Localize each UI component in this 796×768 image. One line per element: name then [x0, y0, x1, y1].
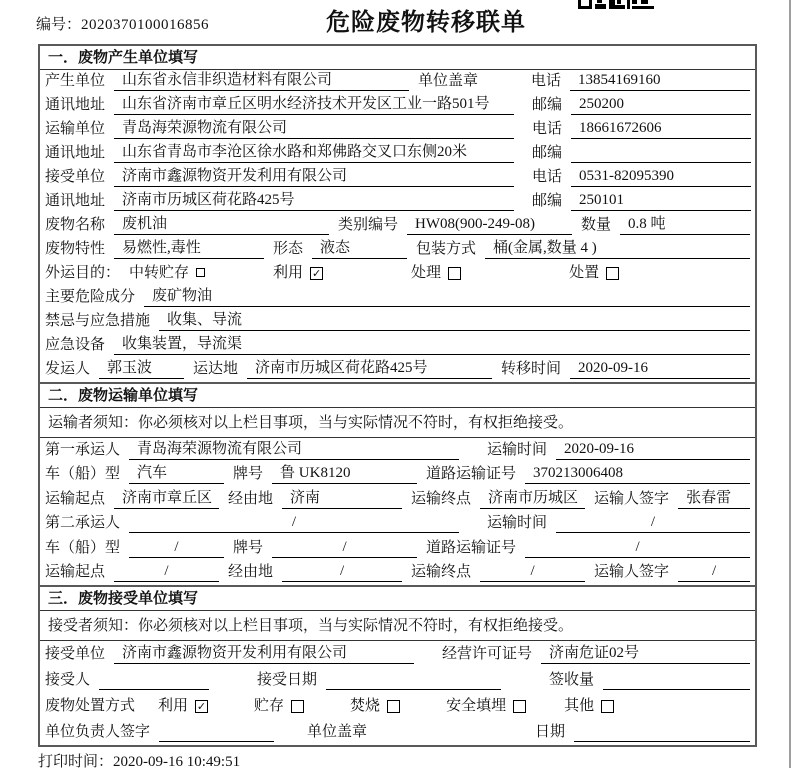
field-value: 液态	[312, 239, 407, 259]
checkbox-label: 利用	[158, 698, 189, 714]
field-label: 道路运输证号	[426, 539, 517, 556]
field-label: 经营许可证号	[442, 646, 533, 662]
field-label: 电话	[530, 73, 561, 89]
section-waste-receiver	[38, 585, 757, 747]
section-waste-generator-body	[40, 70, 755, 382]
checkbox-field	[273, 264, 323, 283]
checkbox-field	[446, 697, 526, 716]
field-value: 2020-09-16	[556, 440, 750, 460]
field-value: 济南市历城区荷花路425号	[247, 359, 492, 379]
field-label: 日期	[535, 724, 566, 740]
field-label: 运输人签字	[594, 564, 670, 580]
checkbox-unchecked	[606, 267, 619, 280]
form-row	[40, 238, 755, 262]
field-value: 收集、导流	[159, 311, 750, 331]
field-label: 运输终点	[411, 490, 472, 507]
transporter-notice: 运输者须知：你必须核对以上栏目事项，当与实际情况不符时，有权拒绝接受。	[40, 408, 755, 438]
checkbox-field	[564, 697, 614, 716]
field-value: 郭玉波	[99, 359, 184, 379]
checkbox-field	[129, 264, 205, 283]
form-row	[40, 512, 755, 537]
field-label: 邮编	[532, 145, 563, 161]
manifest-table	[38, 44, 757, 747]
field-value	[574, 741, 750, 742]
field-value: 0.8 吨	[620, 215, 750, 235]
section-waste-generator	[38, 44, 757, 384]
field-label: 类别编号	[338, 217, 399, 233]
field-label: 经由地	[228, 490, 274, 507]
field-value: 370213006408	[525, 464, 750, 484]
field-label: 通讯地址	[45, 145, 106, 161]
field-value: 0531-82095390	[571, 167, 751, 187]
checkbox-unchecked	[196, 268, 205, 277]
section-waste-transporter-title: 二．废物运输单位填写	[40, 384, 755, 408]
field-value: 青岛海荣源物流有限公司	[114, 119, 514, 139]
field-label: 通讯地址	[45, 97, 106, 113]
field-label: 运达地	[193, 361, 239, 377]
serial-label: 编号：	[36, 17, 82, 33]
field-value: 鲁 UK8120	[272, 464, 417, 484]
field-label: 第一承运人	[45, 441, 121, 458]
checkbox-checked: ✓	[311, 266, 322, 280]
field-value: /	[678, 562, 750, 582]
print-time-value: 2020-09-16 10:49:51	[113, 754, 241, 768]
field-value	[99, 689, 209, 690]
form-row	[40, 463, 755, 488]
form-row	[40, 693, 755, 719]
field-label: 车（船）型	[45, 539, 121, 556]
field-value: 山东省青岛市李沧区徐水路和郑佛路交叉口东侧20米	[114, 143, 514, 163]
field-label: 主要危险成分	[45, 289, 136, 305]
field-value: 桶(金属,数量 4 )	[485, 239, 750, 259]
field-label: 电话	[532, 169, 563, 185]
field-value: 青岛海荣源物流有限公司	[129, 440, 459, 460]
field-value: 济南	[282, 489, 402, 509]
form-row	[40, 487, 755, 512]
field-value: /	[282, 562, 402, 582]
form-row	[40, 166, 755, 190]
field-label: 第二承运人	[45, 515, 121, 531]
field-value: /	[129, 538, 224, 558]
form-row	[40, 719, 755, 745]
field-value: 废机油	[114, 215, 329, 235]
field-label: 接受单位	[45, 169, 106, 185]
field-label: 邮编	[532, 97, 563, 113]
checkbox-field	[254, 697, 304, 716]
field-label: 运输时间	[487, 515, 548, 531]
page-title: 危险废物转移联单	[326, 9, 526, 36]
field-value: /	[556, 513, 750, 533]
field-label: 禁忌与应急措施	[45, 313, 151, 329]
print-time-label: 打印时间：	[38, 754, 114, 768]
field-value: 收集装置，导流渠	[114, 335, 750, 355]
field-value	[571, 162, 751, 163]
field-label: 经由地	[228, 564, 274, 580]
checkbox-unchecked	[601, 700, 614, 713]
form-row	[40, 561, 755, 586]
field-value: 济南市历城区荷花路425号	[114, 191, 514, 211]
field-label: 形态	[273, 241, 304, 257]
field-value: 济南市鑫源物资开发利用有限公司	[114, 167, 514, 187]
field-label: 运输单位	[45, 121, 106, 137]
field-label: 邮编	[532, 193, 563, 209]
form-row	[40, 334, 755, 358]
field-label: 数量	[581, 217, 612, 233]
field-value	[159, 741, 274, 742]
field-label: 车（船）型	[45, 466, 121, 482]
checkbox-field	[158, 697, 208, 716]
field-label: 接受人	[45, 672, 91, 688]
form-row	[40, 310, 755, 334]
form-row	[40, 214, 755, 238]
checkbox-unchecked	[513, 700, 526, 713]
checkbox-label: 利用	[273, 265, 304, 281]
checkbox-label: 焚烧	[350, 698, 381, 714]
field-label: 产生单位	[45, 73, 106, 89]
field-value	[603, 689, 750, 690]
field-value: 18661672606	[571, 119, 751, 139]
field-value: 济南市章丘区	[114, 489, 219, 509]
checkbox-label: 处置	[569, 265, 600, 281]
field-label: 接受日期	[257, 672, 318, 688]
form-row	[40, 262, 755, 286]
field-label: 接受单位	[45, 646, 106, 662]
field-value: HW08(900-249-08)	[407, 215, 572, 235]
field-value: 250101	[571, 191, 751, 211]
field-value: /	[272, 538, 417, 558]
print-time	[38, 750, 240, 768]
field-label: 运输终点	[411, 564, 472, 580]
form-row	[40, 667, 755, 693]
section-waste-transporter-body	[40, 438, 755, 585]
checkbox-unchecked	[291, 700, 304, 713]
field-label: 转移时间	[501, 361, 562, 377]
form-row	[40, 286, 755, 310]
field-label: 运输人签字	[594, 490, 670, 507]
checkbox-label: 处理	[411, 265, 442, 281]
field-label: 应急设备	[45, 337, 106, 353]
form-row	[40, 190, 755, 214]
field-value: 汽车	[129, 464, 224, 484]
field-label: 运输时间	[487, 441, 548, 458]
checkbox-label: 中转贮存	[129, 265, 190, 281]
field-value: 济南危证02号	[541, 644, 750, 664]
form-row	[40, 94, 755, 118]
field-label: 牌号	[233, 466, 264, 482]
field-value: 张春雷	[678, 489, 750, 509]
checkbox-label: 其他	[564, 698, 595, 714]
form-row	[40, 641, 755, 667]
field-value	[326, 689, 501, 690]
page-edge-divider	[789, 0, 791, 768]
form-row	[40, 142, 755, 166]
field-value: 废矿物油	[144, 287, 750, 307]
field-label: 废物名称	[45, 217, 106, 233]
field-value: /	[114, 562, 219, 582]
field-label: 废物处置方式	[45, 698, 136, 714]
field-label: 单位负责人签字	[45, 724, 151, 740]
checkbox-field	[569, 264, 619, 283]
checkbox-label: 安全填埋	[446, 698, 507, 714]
section-waste-receiver-body	[40, 641, 755, 745]
checkbox-field	[411, 264, 461, 283]
serial-value: 2020370100016856	[81, 17, 210, 33]
field-label: 废物特性	[45, 241, 106, 257]
section-waste-transporter	[38, 382, 757, 587]
field-label: 运输起点	[45, 490, 106, 507]
receiver-notice: 接受者须知：你必须核对以上栏目事项，当与实际情况不符时，有权拒绝接受。	[40, 611, 755, 641]
qr-code-fragment-icon	[578, 0, 654, 10]
section-waste-generator-title: 一．废物产生单位填写	[40, 46, 755, 70]
field-value: 2020-09-16	[570, 359, 750, 379]
checkbox-unchecked	[448, 267, 461, 280]
field-label: 通讯地址	[45, 193, 106, 209]
serial-number	[36, 13, 209, 34]
field-label: 牌号	[233, 539, 264, 556]
field-value: /	[129, 513, 459, 533]
field-value: 250200	[571, 95, 751, 115]
form-row	[40, 438, 755, 463]
field-label: 运输起点	[45, 564, 106, 580]
field-label: 包装方式	[416, 241, 477, 257]
section-waste-receiver-title: 三．废物接受单位填写	[40, 587, 755, 611]
field-value: 山东省永信非织造材料有限公司	[114, 71, 409, 91]
checkbox-checked: ✓	[196, 699, 207, 713]
field-value: 易燃性,毒性	[114, 239, 264, 259]
form-row	[40, 70, 755, 94]
checkbox-label: 贮存	[254, 698, 285, 714]
field-value: /	[480, 562, 585, 582]
field-label: 电话	[532, 121, 563, 137]
field-label: 签收量	[549, 672, 595, 688]
field-label: 道路运输证号	[426, 466, 517, 482]
field-label: 外运目的：	[45, 265, 121, 281]
field-value: 济南市鑫源物资开发利用有限公司	[114, 644, 414, 664]
checkbox-field	[350, 697, 400, 716]
field-label: 发运人	[45, 361, 91, 377]
field-label: 单位盖章	[418, 73, 479, 89]
form-row	[40, 536, 755, 561]
field-label: 单位盖章	[307, 724, 368, 740]
field-value: 13854169160	[570, 71, 750, 91]
checkbox-unchecked	[387, 700, 400, 713]
form-row	[40, 358, 755, 382]
field-value: /	[525, 538, 750, 558]
form-row	[40, 118, 755, 142]
field-value: 山东省济南市章丘区明水经济技术开发区工业一路501号	[114, 95, 514, 115]
field-value: 济南市历城区	[480, 489, 585, 509]
